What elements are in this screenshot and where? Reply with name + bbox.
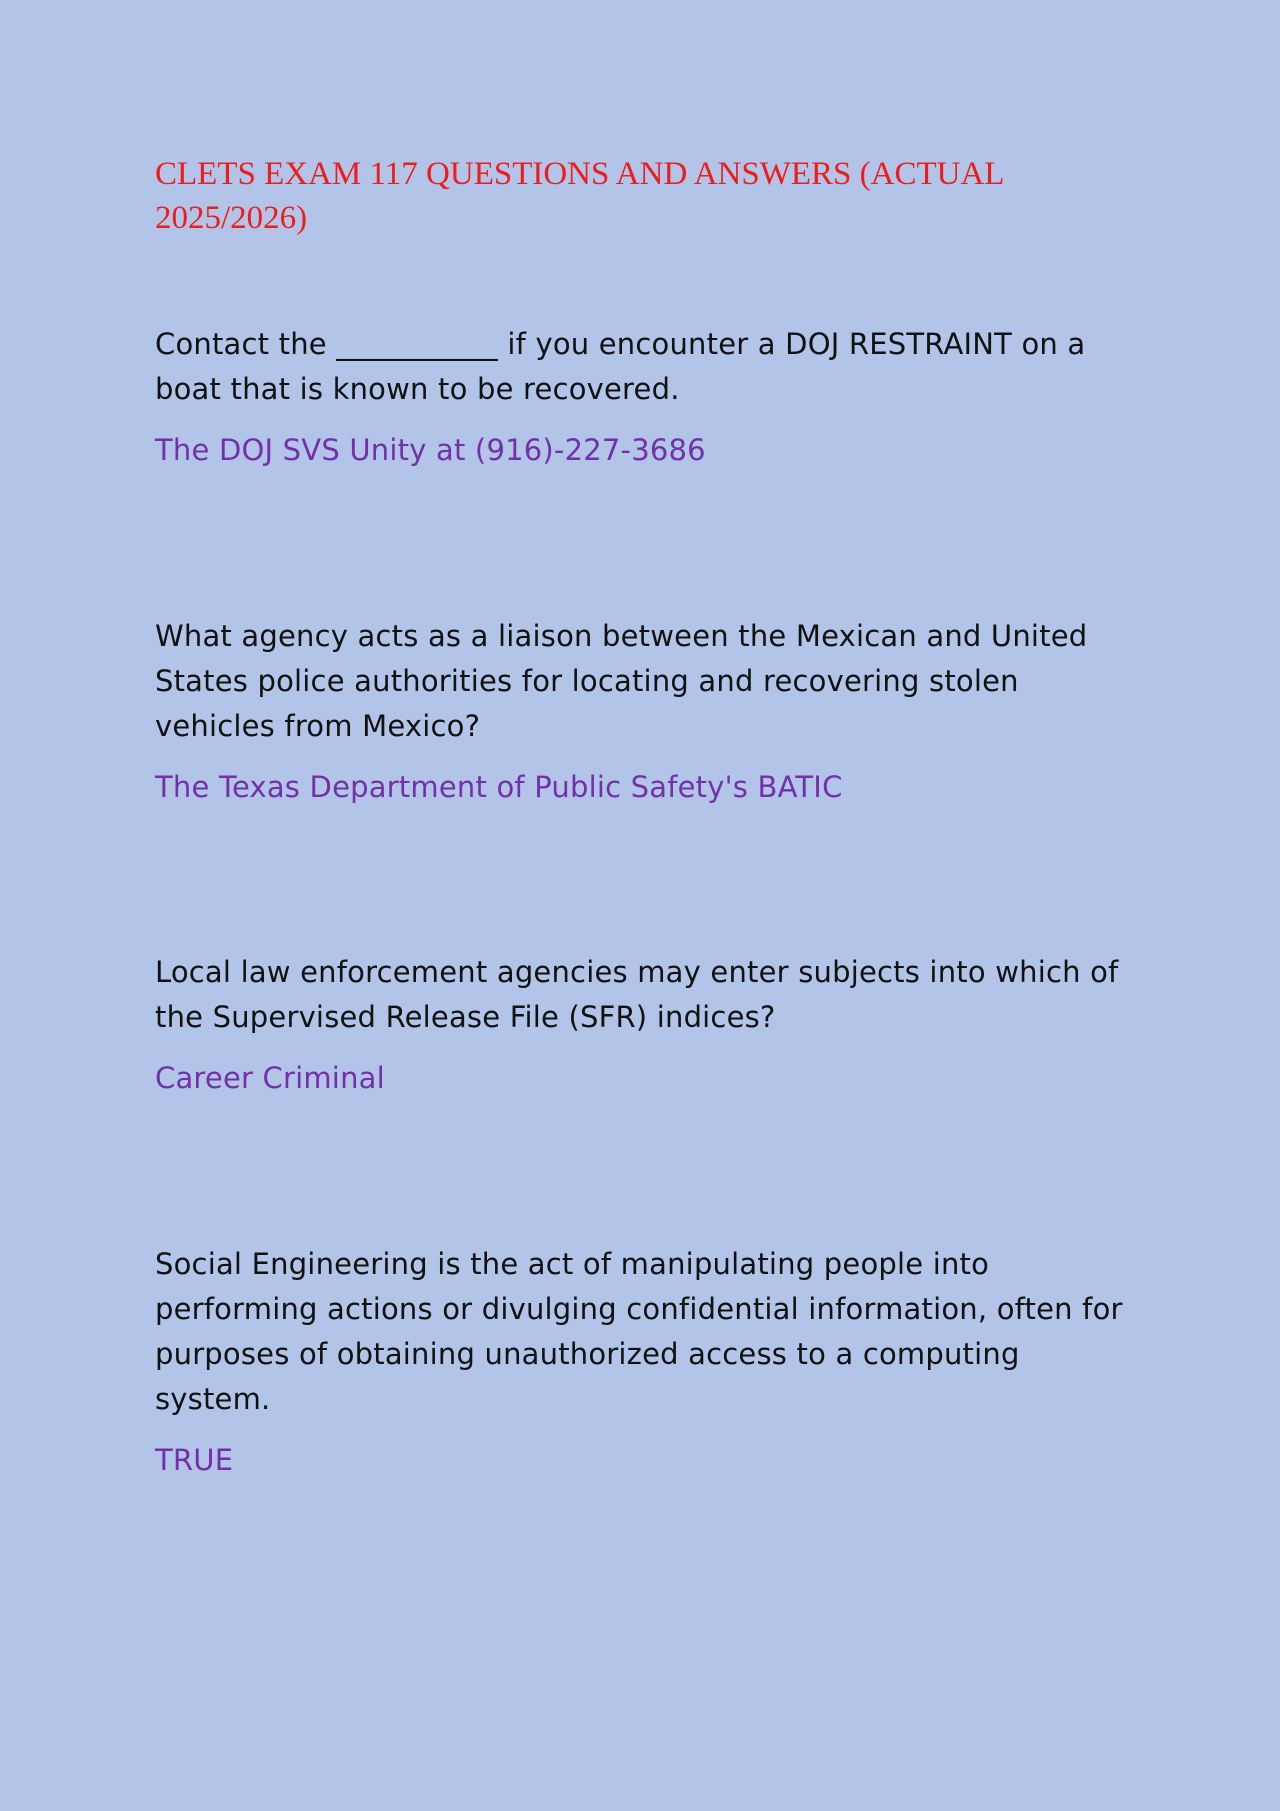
qa-item <box>155 614 1135 950</box>
question-text: Contact the ___________ if you encounter a DOJ RESTRAINT on a boat that is known to be recovered. <box>155 327 1086 406</box>
document-title: CLETS EXAM 117 QUESTIONS AND ANSWERS (ACTUAL 2025/2026) <box>155 156 1004 236</box>
question-text: Local law enforcement agencies may enter subjects into which of the Supervised Release File (SFR) indices? <box>155 955 1119 1034</box>
qa-list <box>155 322 1135 1492</box>
answer-text: Career Criminal <box>155 1061 385 1095</box>
question-text: What agency acts as a liaison between the Mexican and United States police authorities for locating and recovering stolen vehicles from Mexico? <box>155 619 1088 743</box>
answer-text: TRUE <box>155 1443 234 1477</box>
qa-item <box>155 322 1135 614</box>
document-page <box>155 152 1135 1492</box>
qa-item <box>155 1242 1135 1492</box>
answer-text: The Texas Department of Public Safety's BATIC <box>155 770 843 804</box>
answer-text: The DOJ SVS Unity at (916)-227-3686 <box>155 433 706 467</box>
qa-item <box>155 950 1135 1242</box>
question-text: Social Engineering is the act of manipulating people into performing actions or divulging confidential information, often for purposes of obtaining unauthorized access to a computing system. <box>155 1247 1123 1416</box>
